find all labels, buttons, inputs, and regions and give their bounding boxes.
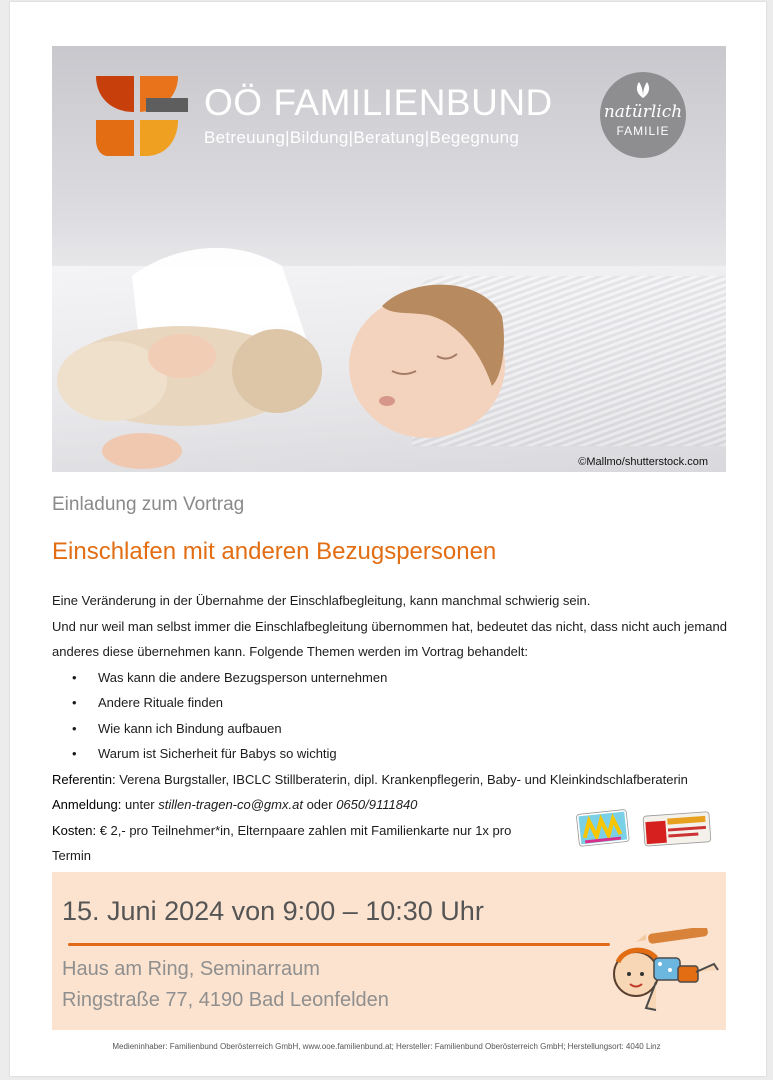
footer-imprint: Medieninhaber: Familienbund Oberösterreich GmbH, www.ooe.familienbund.at; Hersteller: Familienbund Oberösterreich GmbH; Herstellungsort: 4040 Linz: [112, 1042, 661, 1051]
natuerlich-familie-badge: [600, 72, 686, 158]
event-address: Ringstraße 77, 4190 Bad Leonfelden: [62, 989, 389, 1011]
badge-sub-text: FAMILIE: [616, 124, 670, 138]
body-line-1: Eine Veränderung in der Übernahme der Einschlafbegleitung, kann manchmal schwierig sein.: [52, 593, 591, 608]
familienbund-logo-icon: [94, 74, 190, 158]
invite-headline: Einschlafen mit anderen Bezugspersonen: [52, 538, 497, 565]
referentin-line: [52, 767, 732, 793]
body-line-2: Und nur weil man selbst immer die Einschlafbegleitung übernommen hat, bedeutet das nicht, dass nicht auch jemand anderes diese übernehmen kann. Folgende Themen werden im Vortrag behandelt:: [52, 618, 727, 659]
invite-subtitle: Einladung zum Vortrag: [52, 494, 245, 515]
leaf-icon: [633, 82, 653, 98]
brand-tagline: Betreuung|Bildung|Beratung|Begegnung: [204, 128, 520, 147]
anmeldung-pre: unter: [121, 797, 159, 812]
list-item: • Andere Rituale finden: [72, 690, 732, 716]
sleeping-baby-illustration: [52, 206, 726, 472]
kosten-value: € 2,- pro Teilnehmer*in, Elternpaare zahlen mit Familienkarte nur 1x pro Termin: [52, 822, 512, 863]
photo-credit: ©Mallmo/shutterstock.com: [578, 456, 708, 468]
list-item: • Warum ist Sicherheit für Babys so wichtig: [72, 741, 732, 767]
topic-list: [52, 665, 732, 767]
event-venue: Haus am Ring, Seminarraum: [62, 958, 320, 980]
anmeldung-phone[interactable]: 0650/9111840: [336, 797, 418, 812]
event-info-box: [52, 872, 726, 1030]
anmeldung-post: oder: [302, 797, 337, 812]
kosten-label: Kosten:: [52, 822, 97, 838]
anmeldung-label: Anmeldung:: [52, 797, 122, 812]
event-date-time: 15. Juni 2024 von 9:00 – 10:30 Uhr: [62, 896, 484, 926]
child-with-pencil-illustration: [596, 928, 724, 1028]
brand-title: OÖ FAMILIENBUND: [204, 82, 553, 123]
hero-photo: [52, 46, 726, 472]
list-item: • Wie kann ich Bindung aufbauen: [72, 716, 732, 742]
orange-divider: [68, 943, 610, 946]
kosten-line: [52, 818, 552, 869]
referentin-value: Verena Burgstaller, IBCLC Stillberaterin, dipl. Krankenpflegerin, Baby- und Kleinkindschlafberaterin: [115, 771, 688, 787]
anmeldung-email-link[interactable]: stillen-tragen-co@gmx.at: [158, 797, 303, 812]
familienkarte-cards-image: [576, 806, 716, 852]
referentin-label: Referentin:: [52, 771, 116, 787]
list-item: • Was kann die andere Bezugsperson unternehmen: [72, 665, 732, 691]
badge-script-text: natürlich: [603, 102, 683, 122]
